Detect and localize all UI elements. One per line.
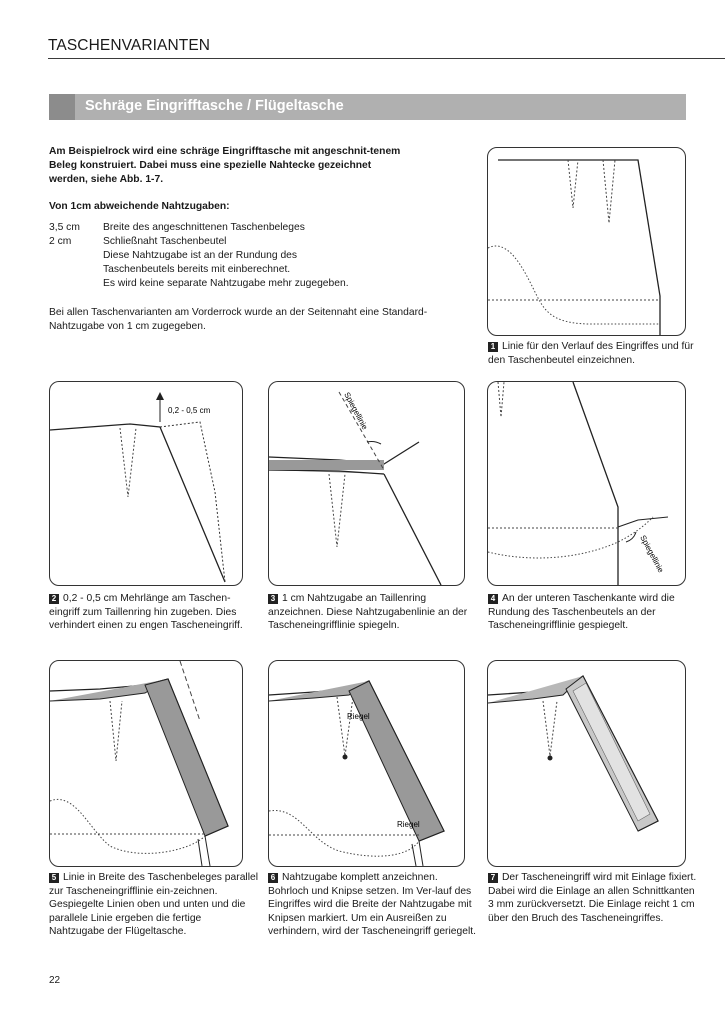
page-header xyxy=(48,36,725,59)
figure-4-caption: 4 An der unteren Taschenkante wird die Rundung des Taschenbeutels an der Tascheneingrifflinie gespiegelt. xyxy=(488,593,675,632)
figure-6-label-bottom: Riegel xyxy=(397,820,420,829)
intro-paragraph: Am Beispielrock wird eine schräge Eingrifftasche mit angeschnit-tenem Beleg konstruiert. Dabei muss eine spezielle Nahtecke gezeichnet werden, siehe Abb. 1-7. xyxy=(49,146,401,185)
allowances-table xyxy=(49,221,403,291)
figure-1-caption: 1 Linie für den Verlauf des Eingriffes und für den Taschenbeutel einzeichnen. xyxy=(488,341,694,366)
figure-2 xyxy=(49,381,243,586)
section-banner xyxy=(49,94,686,120)
note-paragraph: Bei allen Taschenvarianten am Vorderrock wurde an der Seitennaht eine Standard-Nahtzugabe von 1 cm zugegeben. xyxy=(49,307,428,332)
allowance-row: Taschenbeutels bereits mit einberechnet. xyxy=(103,264,291,275)
figure-6-label-top: Riegel xyxy=(347,712,370,721)
figure-1 xyxy=(487,147,686,336)
figure-5 xyxy=(49,660,243,867)
figure-6 xyxy=(268,660,465,867)
section-banner-tab xyxy=(49,94,75,120)
figure-7-caption: 7 Der Tascheneingriff wird mit Einlage fixiert. Dabei wird die Einlage an allen Schnittkanten 3 mm zurückversetzt. Die Einlage reicht 1 cm über den Bruch des Tascheneingriffes. xyxy=(488,872,697,924)
figure-2-caption: 2 0,2 - 0,5 cm Mehrlänge am Taschen-eingriff zum Taillenring hin zugeben. Dies verhindert einen zu engen Tascheneingriff. xyxy=(49,593,243,632)
allowance-row: 2 cm Schließnaht Taschenbeutel xyxy=(49,236,227,247)
figure-6-caption: 6 Nahtzugabe komplett anzeichnen. Bohrloch und Knipse setzen. Im Ver-lauf des Eingriffes wird die Breite der Nahtzugabe mit Knipsen markiert. Um ein Ausreißen zu verhindern, wird der Tascheneingriff geriegelt. xyxy=(268,872,476,938)
figure-3-caption: 3 1 cm Nahtzugabe an Taillenring anzeichnen. Diese Nahtzugabenlinie an der Tascheneingrifflinie spiegeln. xyxy=(268,593,468,632)
allowances-heading: Von 1cm abweichende Nahtzugaben: xyxy=(49,201,230,212)
section-title: Schräge Eingrifftasche / Flügeltasche xyxy=(85,98,344,114)
page-number: 22 xyxy=(49,975,61,986)
allowance-row: Diese Nahtzugabe ist an der Rundung des xyxy=(103,250,298,261)
page-header-title: TASCHENVARIANTEN xyxy=(48,37,211,54)
figure-3-label: Spiegellinie xyxy=(342,390,370,432)
figure-4-label: Spiegellinie xyxy=(638,533,666,575)
allowance-row: 3,5 cm Breite des angeschnittenen Taschenbeleges xyxy=(49,222,305,233)
figure-5-caption: 5 Linie in Breite des Taschenbeleges parallel zur Tascheneingrifflinie ein-zeichnen. Gespiegelte Linien oben und unten und die parallele Linie ergeben die fertige Nahtzugabe der Flügeltasche. xyxy=(49,872,259,938)
figure-3 xyxy=(268,381,465,586)
allowance-row: Es wird keine separate Nahtzugabe mehr zugegeben. xyxy=(103,278,349,289)
figure-2-label: 0,2 - 0,5 cm xyxy=(168,406,211,415)
figure-4 xyxy=(487,381,686,586)
figure-7 xyxy=(487,660,686,867)
